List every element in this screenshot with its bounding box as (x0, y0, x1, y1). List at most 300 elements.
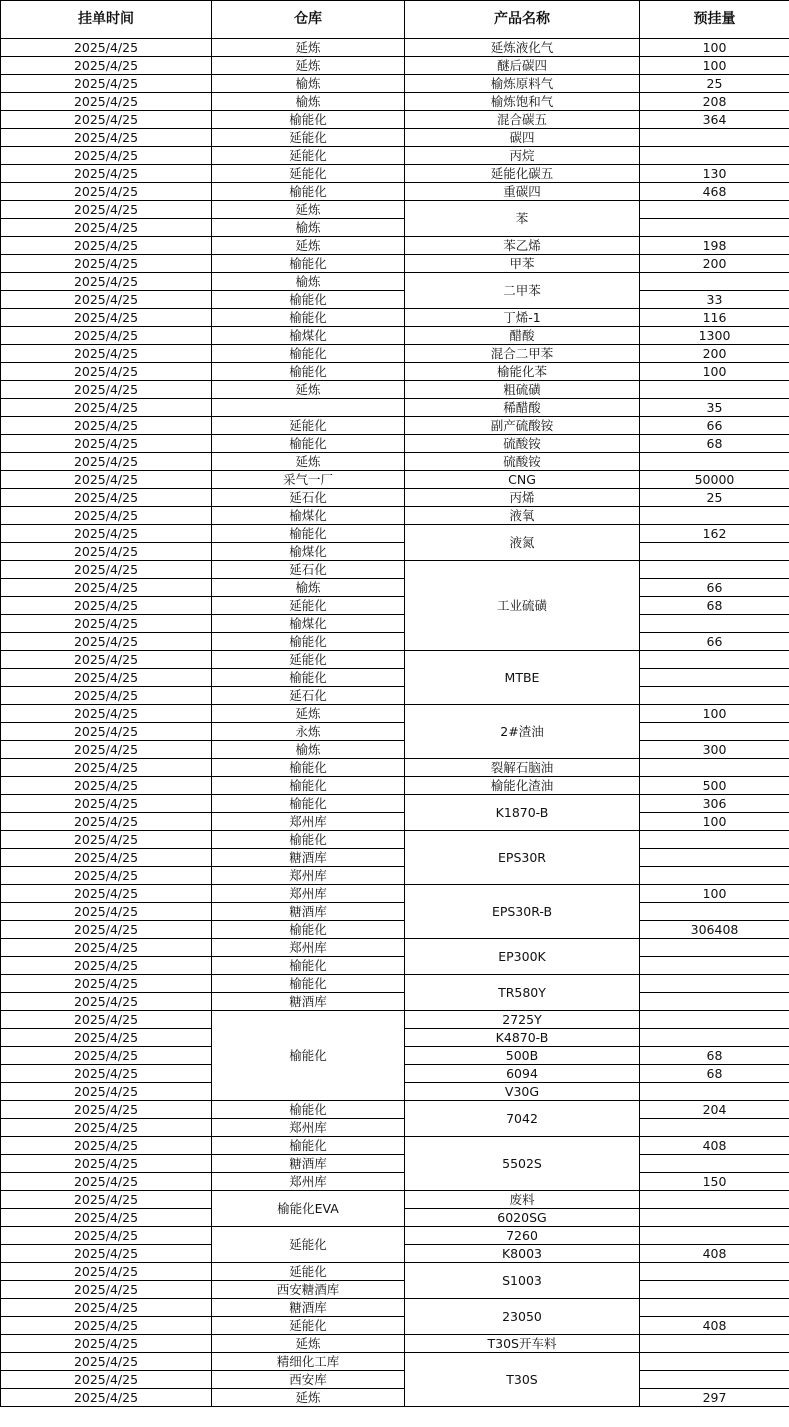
table-row (1, 309, 789, 327)
cell-product[interactable]: 丙烷 (405, 147, 640, 165)
cell-date[interactable]: 2025/4/25 (1, 183, 212, 201)
cell-warehouse[interactable]: 榆能化 (212, 1011, 405, 1101)
header-warehouse[interactable]: 仓库 (212, 1, 405, 39)
cell-date[interactable]: 2025/4/25 (1, 741, 212, 759)
cell-quantity[interactable]: 150 (640, 1173, 789, 1191)
cell-quantity[interactable]: 33 (640, 291, 789, 309)
cell-warehouse[interactable]: 榆能化 (212, 975, 405, 993)
cell-product[interactable]: 7042 (405, 1101, 640, 1137)
cell-warehouse[interactable]: 延炼 (212, 1335, 405, 1353)
cell-warehouse[interactable]: 延炼 (212, 39, 405, 57)
cell-product[interactable]: 混合二甲苯 (405, 345, 640, 363)
table-row (1, 291, 789, 309)
cell-warehouse[interactable]: 延能化 (212, 129, 405, 147)
cell-date[interactable]: 2025/4/25 (1, 903, 212, 921)
cell-product[interactable]: 榆炼饱和气 (405, 93, 640, 111)
cell-warehouse[interactable]: 延炼 (212, 381, 405, 399)
cell-product[interactable]: 7260 (405, 1227, 640, 1245)
cell-product[interactable]: 丁烯-1 (405, 309, 640, 327)
table-row (1, 651, 789, 669)
cell-quantity[interactable]: 100 (640, 813, 789, 831)
cell-date[interactable]: 2025/4/25 (1, 525, 212, 543)
cell-date[interactable]: 2025/4/25 (1, 111, 212, 129)
cell-quantity[interactable]: 162 (640, 525, 789, 543)
cell-product[interactable]: 苯 (405, 201, 640, 237)
cell-warehouse[interactable]: 延石化 (212, 687, 405, 705)
cell-date[interactable]: 2025/4/25 (1, 759, 212, 777)
cell-warehouse[interactable]: 延石化 (212, 489, 405, 507)
cell-quantity[interactable]: 100 (640, 885, 789, 903)
cell-warehouse[interactable]: 榆炼 (212, 273, 405, 291)
table-row (1, 165, 789, 183)
cell-warehouse[interactable]: 延能化 (212, 1227, 405, 1263)
cell-product[interactable]: 硫酸铵 (405, 453, 640, 471)
cell-date[interactable]: 2025/4/25 (1, 813, 212, 831)
cell-product[interactable]: 延能化碳五 (405, 165, 640, 183)
cell-date[interactable]: 2025/4/25 (1, 1083, 212, 1101)
cell-quantity[interactable] (640, 867, 789, 885)
cell-date[interactable]: 2025/4/25 (1, 1245, 212, 1263)
cell-quantity[interactable] (640, 561, 789, 579)
cell-date[interactable]: 2025/4/25 (1, 1281, 212, 1299)
cell-date[interactable]: 2025/4/25 (1, 507, 212, 525)
cell-date[interactable]: 2025/4/25 (1, 1137, 212, 1155)
cell-warehouse[interactable]: 延能化 (212, 147, 405, 165)
cell-quantity[interactable]: 306 (640, 795, 789, 813)
cell-warehouse[interactable]: 榆能化 (212, 255, 405, 273)
cell-product[interactable]: T30S开车料 (405, 1335, 640, 1353)
cell-date[interactable]: 2025/4/25 (1, 471, 212, 489)
cell-warehouse[interactable]: 榆能化 (212, 291, 405, 309)
cell-quantity[interactable] (640, 957, 789, 975)
cell-quantity[interactable] (640, 381, 789, 399)
cell-quantity[interactable] (640, 129, 789, 147)
table-row (1, 507, 789, 525)
cell-warehouse[interactable]: 糖酒库 (212, 1299, 405, 1317)
table-row (1, 561, 789, 579)
cell-warehouse[interactable]: 榆能化 (212, 1137, 405, 1155)
cell-date[interactable]: 2025/4/25 (1, 435, 212, 453)
cell-product[interactable]: CNG (405, 471, 640, 489)
cell-warehouse[interactable]: 榆能化 (212, 669, 405, 687)
cell-product[interactable]: K1870-B (405, 795, 640, 831)
cell-product[interactable]: EPS30R (405, 831, 640, 885)
cell-warehouse[interactable]: 榆能化 (212, 921, 405, 939)
cell-warehouse[interactable]: 榆能化 (212, 525, 405, 543)
cell-date[interactable]: 2025/4/25 (1, 291, 212, 309)
cell-quantity[interactable] (640, 939, 789, 957)
cell-date[interactable]: 2025/4/25 (1, 1209, 212, 1227)
cell-product[interactable]: 醋酸 (405, 327, 640, 345)
cell-warehouse[interactable]: 延炼 (212, 705, 405, 723)
cell-date[interactable]: 2025/4/25 (1, 687, 212, 705)
cell-quantity[interactable] (640, 1029, 789, 1047)
cell-product[interactable]: 混合碳五 (405, 111, 640, 129)
cell-quantity[interactable] (640, 1191, 789, 1209)
cell-date[interactable]: 2025/4/25 (1, 1119, 212, 1137)
table-row (1, 1101, 789, 1119)
cell-product[interactable]: 粗硫磺 (405, 381, 640, 399)
cell-warehouse[interactable]: 榆能化EVA (212, 1191, 405, 1227)
table-row (1, 75, 789, 93)
cell-quantity[interactable] (640, 1335, 789, 1353)
cell-warehouse[interactable]: 采气一厂 (212, 471, 405, 489)
cell-date[interactable]: 2025/4/25 (1, 669, 212, 687)
cell-date[interactable]: 2025/4/25 (1, 597, 212, 615)
cell-warehouse[interactable]: 延能化 (212, 651, 405, 669)
cell-product[interactable]: 5502S (405, 1137, 640, 1191)
cell-quantity[interactable]: 408 (640, 1245, 789, 1263)
cell-date[interactable]: 2025/4/25 (1, 705, 212, 723)
cell-quantity[interactable] (640, 903, 789, 921)
cell-quantity[interactable] (640, 147, 789, 165)
cell-warehouse[interactable]: 榆炼 (212, 75, 405, 93)
table-row (1, 903, 789, 921)
cell-quantity[interactable] (640, 201, 789, 219)
cell-warehouse[interactable]: 郑州库 (212, 867, 405, 885)
cell-warehouse[interactable]: 延炼 (212, 57, 405, 75)
cell-warehouse[interactable]: 榆能化 (212, 1101, 405, 1119)
cell-date[interactable]: 2025/4/25 (1, 219, 212, 237)
cell-product[interactable]: 甲苯 (405, 255, 640, 273)
cell-warehouse[interactable]: 延能化 (212, 165, 405, 183)
cell-date[interactable]: 2025/4/25 (1, 1317, 212, 1335)
cell-product[interactable]: 醚后碳四 (405, 57, 640, 75)
cell-date[interactable]: 2025/4/25 (1, 327, 212, 345)
cell-quantity[interactable]: 66 (640, 579, 789, 597)
cell-quantity[interactable] (640, 1281, 789, 1299)
cell-date[interactable]: 2025/4/25 (1, 255, 212, 273)
cell-quantity[interactable]: 50000 (640, 471, 789, 489)
cell-date[interactable]: 2025/4/25 (1, 1335, 212, 1353)
cell-warehouse[interactable]: 榆能化 (212, 831, 405, 849)
cell-warehouse[interactable]: 延能化 (212, 1317, 405, 1335)
cell-quantity[interactable]: 66 (640, 417, 789, 435)
cell-quantity[interactable] (640, 1155, 789, 1173)
cell-quantity[interactable]: 66 (640, 633, 789, 651)
cell-quantity[interactable]: 408 (640, 1137, 789, 1155)
cell-date[interactable]: 2025/4/25 (1, 849, 212, 867)
cell-date[interactable]: 2025/4/25 (1, 1101, 212, 1119)
cell-warehouse[interactable]: 榆炼 (212, 741, 405, 759)
cell-quantity[interactable]: 25 (640, 75, 789, 93)
cell-product[interactable]: 丙烯 (405, 489, 640, 507)
cell-date[interactable]: 2025/4/25 (1, 363, 212, 381)
cell-warehouse[interactable]: 糖酒库 (212, 903, 405, 921)
cell-warehouse[interactable]: 郑州库 (212, 1119, 405, 1137)
cell-quantity[interactable]: 306408 (640, 921, 789, 939)
cell-date[interactable]: 2025/4/25 (1, 975, 212, 993)
cell-product[interactable]: 2#渣油 (405, 705, 640, 759)
cell-quantity[interactable]: 408 (640, 1317, 789, 1335)
cell-warehouse[interactable]: 榆炼 (212, 93, 405, 111)
cell-product[interactable]: K4870-B (405, 1029, 640, 1047)
cell-quantity[interactable]: 68 (640, 435, 789, 453)
cell-date[interactable]: 2025/4/25 (1, 795, 212, 813)
cell-date[interactable]: 2025/4/25 (1, 867, 212, 885)
cell-product[interactable]: 2725Y (405, 1011, 640, 1029)
cell-quantity[interactable]: 130 (640, 165, 789, 183)
cell-quantity[interactable] (640, 1263, 789, 1281)
cell-product[interactable]: 二甲苯 (405, 273, 640, 309)
cell-product[interactable]: TR580Y (405, 975, 640, 1011)
table-row (1, 1191, 789, 1209)
cell-quantity[interactable]: 364 (640, 111, 789, 129)
table-row (1, 1317, 789, 1335)
cell-quantity[interactable] (640, 1119, 789, 1137)
cell-product[interactable]: EPS30R-B (405, 885, 640, 939)
table-row (1, 1389, 789, 1407)
cell-warehouse[interactable]: 延炼 (212, 453, 405, 471)
cell-product[interactable]: 工业硫磺 (405, 561, 640, 651)
cell-quantity[interactable] (640, 687, 789, 705)
cell-quantity[interactable] (640, 273, 789, 291)
cell-date[interactable]: 2025/4/25 (1, 1173, 212, 1191)
cell-quantity[interactable] (640, 453, 789, 471)
cell-product[interactable]: 23050 (405, 1299, 640, 1335)
cell-date[interactable]: 2025/4/25 (1, 1011, 212, 1029)
cell-date[interactable]: 2025/4/25 (1, 273, 212, 291)
table-row (1, 669, 789, 687)
cell-date[interactable]: 2025/4/25 (1, 633, 212, 651)
cell-warehouse[interactable]: 榆煤化 (212, 615, 405, 633)
cell-quantity[interactable]: 100 (640, 363, 789, 381)
header-product[interactable]: 产品名称 (405, 1, 640, 39)
cell-warehouse[interactable]: 延炼 (212, 201, 405, 219)
cell-date[interactable]: 2025/4/25 (1, 309, 212, 327)
cell-warehouse[interactable]: 延能化 (212, 1263, 405, 1281)
cell-product[interactable]: MTBE (405, 651, 640, 705)
cell-quantity[interactable]: 300 (640, 741, 789, 759)
cell-product[interactable]: 6094 (405, 1065, 640, 1083)
cell-quantity[interactable]: 200 (640, 255, 789, 273)
cell-quantity[interactable] (640, 1227, 789, 1245)
cell-quantity[interactable] (640, 543, 789, 561)
cell-warehouse[interactable] (212, 399, 405, 417)
cell-date[interactable]: 2025/4/25 (1, 1155, 212, 1173)
cell-quantity[interactable]: 204 (640, 1101, 789, 1119)
cell-quantity[interactable] (640, 507, 789, 525)
cell-warehouse[interactable]: 郑州库 (212, 939, 405, 957)
cell-date[interactable]: 2025/4/25 (1, 723, 212, 741)
cell-warehouse[interactable]: 榆能化 (212, 957, 405, 975)
cell-quantity[interactable] (640, 993, 789, 1011)
table-row (1, 1227, 789, 1245)
cell-warehouse[interactable]: 西安糖酒库 (212, 1281, 405, 1299)
cell-date[interactable]: 2025/4/25 (1, 345, 212, 363)
cell-date[interactable]: 2025/4/25 (1, 93, 212, 111)
cell-date[interactable]: 2025/4/25 (1, 615, 212, 633)
cell-date[interactable]: 2025/4/25 (1, 39, 212, 57)
cell-warehouse[interactable]: 榆能化 (212, 435, 405, 453)
cell-date[interactable]: 2025/4/25 (1, 777, 212, 795)
cell-warehouse[interactable]: 榆能化 (212, 363, 405, 381)
cell-quantity[interactable] (640, 219, 789, 237)
cell-quantity[interactable] (640, 1299, 789, 1317)
cell-date[interactable]: 2025/4/25 (1, 651, 212, 669)
cell-product[interactable]: 稀醋酸 (405, 399, 640, 417)
cell-quantity[interactable]: 68 (640, 1065, 789, 1083)
cell-warehouse[interactable]: 西安库 (212, 1371, 405, 1389)
cell-quantity[interactable] (640, 723, 789, 741)
cell-date[interactable]: 2025/4/25 (1, 579, 212, 597)
cell-quantity[interactable]: 100 (640, 57, 789, 75)
cell-quantity[interactable] (640, 1083, 789, 1101)
cell-warehouse[interactable]: 糖酒库 (212, 993, 405, 1011)
cell-product[interactable]: 重碳四 (405, 183, 640, 201)
cell-date[interactable]: 2025/4/25 (1, 165, 212, 183)
cell-product[interactable]: 硫酸铵 (405, 435, 640, 453)
cell-date[interactable]: 2025/4/25 (1, 417, 212, 435)
cell-date[interactable]: 2025/4/25 (1, 957, 212, 975)
cell-product[interactable]: K8003 (405, 1245, 640, 1263)
table-row (1, 1263, 789, 1281)
header-quantity[interactable]: 预挂量 (640, 1, 789, 39)
cell-warehouse[interactable]: 糖酒库 (212, 1155, 405, 1173)
cell-quantity[interactable]: 198 (640, 237, 789, 255)
cell-date[interactable]: 2025/4/25 (1, 453, 212, 471)
cell-product[interactable]: 副产硫酸铵 (405, 417, 640, 435)
cell-quantity[interactable] (640, 1011, 789, 1029)
cell-warehouse[interactable]: 榆能化 (212, 777, 405, 795)
cell-quantity[interactable]: 68 (640, 1047, 789, 1065)
cell-date[interactable]: 2025/4/25 (1, 885, 212, 903)
cell-warehouse[interactable]: 榆能化 (212, 345, 405, 363)
cell-warehouse[interactable]: 延石化 (212, 561, 405, 579)
table-row (1, 633, 789, 651)
cell-date[interactable]: 2025/4/25 (1, 561, 212, 579)
cell-quantity[interactable]: 25 (640, 489, 789, 507)
cell-warehouse[interactable]: 糖酒库 (212, 849, 405, 867)
cell-warehouse[interactable]: 延能化 (212, 417, 405, 435)
cell-product[interactable]: S1003 (405, 1263, 640, 1299)
table-row (1, 777, 789, 795)
cell-date[interactable]: 2025/4/25 (1, 1299, 212, 1317)
cell-date[interactable]: 2025/4/25 (1, 1353, 212, 1371)
cell-product[interactable]: 6020SG (405, 1209, 640, 1227)
cell-warehouse[interactable]: 延炼 (212, 1389, 405, 1407)
cell-date[interactable]: 2025/4/25 (1, 993, 212, 1011)
cell-date[interactable]: 2025/4/25 (1, 381, 212, 399)
cell-warehouse[interactable]: 精细化工库 (212, 1353, 405, 1371)
cell-quantity[interactable] (640, 651, 789, 669)
cell-warehouse[interactable]: 榆炼 (212, 579, 405, 597)
cell-date[interactable]: 2025/4/25 (1, 1047, 212, 1065)
cell-date[interactable]: 2025/4/25 (1, 75, 212, 93)
cell-date[interactable]: 2025/4/25 (1, 1191, 212, 1209)
cell-quantity[interactable]: 1300 (640, 327, 789, 345)
cell-quantity[interactable] (640, 669, 789, 687)
cell-product[interactable]: 液氮 (405, 525, 640, 561)
cell-quantity[interactable]: 500 (640, 777, 789, 795)
cell-date[interactable]: 2025/4/25 (1, 129, 212, 147)
cell-quantity[interactable]: 468 (640, 183, 789, 201)
cell-warehouse[interactable]: 榆能化 (212, 183, 405, 201)
table-row (1, 273, 789, 291)
cell-date[interactable]: 2025/4/25 (1, 1029, 212, 1047)
cell-quantity[interactable]: 297 (640, 1389, 789, 1407)
cell-warehouse[interactable]: 榆炼 (212, 219, 405, 237)
cell-date[interactable]: 2025/4/25 (1, 57, 212, 75)
cell-product[interactable]: 榆能化渣油 (405, 777, 640, 795)
cell-product[interactable]: 裂解石脑油 (405, 759, 640, 777)
cell-warehouse[interactable]: 延炼 (212, 237, 405, 255)
cell-date[interactable]: 2025/4/25 (1, 489, 212, 507)
cell-date[interactable]: 2025/4/25 (1, 1371, 212, 1389)
cell-date[interactable]: 2025/4/25 (1, 399, 212, 417)
cell-warehouse[interactable]: 郑州库 (212, 813, 405, 831)
cell-quantity[interactable]: 200 (640, 345, 789, 363)
cell-product[interactable]: T30S (405, 1353, 640, 1407)
cell-quantity[interactable] (640, 849, 789, 867)
cell-quantity[interactable]: 100 (640, 39, 789, 57)
cell-quantity[interactable]: 100 (640, 705, 789, 723)
table-row (1, 1119, 789, 1137)
cell-product[interactable]: V30G (405, 1083, 640, 1101)
cell-product[interactable]: 500B (405, 1047, 640, 1065)
cell-quantity[interactable] (640, 615, 789, 633)
cell-date[interactable]: 2025/4/25 (1, 921, 212, 939)
cell-warehouse[interactable]: 榆能化 (212, 795, 405, 813)
cell-product[interactable]: EP300K (405, 939, 640, 975)
cell-warehouse[interactable]: 榆煤化 (212, 327, 405, 345)
table-row (1, 1173, 789, 1191)
cell-product[interactable]: 榆能化苯 (405, 363, 640, 381)
cell-product[interactable]: 榆炼原料气 (405, 75, 640, 93)
cell-date[interactable]: 2025/4/25 (1, 201, 212, 219)
cell-quantity[interactable]: 68 (640, 597, 789, 615)
cell-date[interactable]: 2025/4/25 (1, 939, 212, 957)
cell-quantity[interactable]: 35 (640, 399, 789, 417)
cell-warehouse[interactable]: 榆能化 (212, 633, 405, 651)
cell-product[interactable]: 废料 (405, 1191, 640, 1209)
cell-product[interactable]: 延炼液化气 (405, 39, 640, 57)
table-row (1, 237, 789, 255)
cell-warehouse[interactable]: 延能化 (212, 597, 405, 615)
cell-quantity[interactable] (640, 1353, 789, 1371)
cell-date[interactable]: 2025/4/25 (1, 543, 212, 561)
cell-date[interactable]: 2025/4/25 (1, 831, 212, 849)
cell-warehouse[interactable]: 榆能化 (212, 111, 405, 129)
cell-date[interactable]: 2025/4/25 (1, 1263, 212, 1281)
cell-date[interactable]: 2025/4/25 (1, 1065, 212, 1083)
cell-quantity[interactable] (640, 1209, 789, 1227)
cell-warehouse[interactable]: 榆煤化 (212, 507, 405, 525)
cell-product[interactable]: 液氧 (405, 507, 640, 525)
cell-quantity[interactable] (640, 1371, 789, 1389)
header-time[interactable]: 挂单时间 (1, 1, 212, 39)
cell-warehouse[interactable]: 榆能化 (212, 759, 405, 777)
cell-date[interactable]: 2025/4/25 (1, 147, 212, 165)
table-row (1, 363, 789, 381)
cell-quantity[interactable] (640, 975, 789, 993)
cell-warehouse[interactable]: 郑州库 (212, 1173, 405, 1191)
cell-date[interactable]: 2025/4/25 (1, 1389, 212, 1407)
cell-date[interactable]: 2025/4/25 (1, 237, 212, 255)
cell-warehouse[interactable]: 榆能化 (212, 309, 405, 327)
cell-quantity[interactable] (640, 759, 789, 777)
cell-quantity[interactable]: 208 (640, 93, 789, 111)
cell-quantity[interactable]: 116 (640, 309, 789, 327)
cell-date[interactable]: 2025/4/25 (1, 1227, 212, 1245)
cell-warehouse[interactable]: 榆煤化 (212, 543, 405, 561)
cell-warehouse[interactable]: 郑州库 (212, 885, 405, 903)
cell-product[interactable]: 苯乙烯 (405, 237, 640, 255)
cell-warehouse[interactable]: 永炼 (212, 723, 405, 741)
cell-product[interactable]: 碳四 (405, 129, 640, 147)
cell-quantity[interactable] (640, 831, 789, 849)
table-row (1, 255, 789, 273)
